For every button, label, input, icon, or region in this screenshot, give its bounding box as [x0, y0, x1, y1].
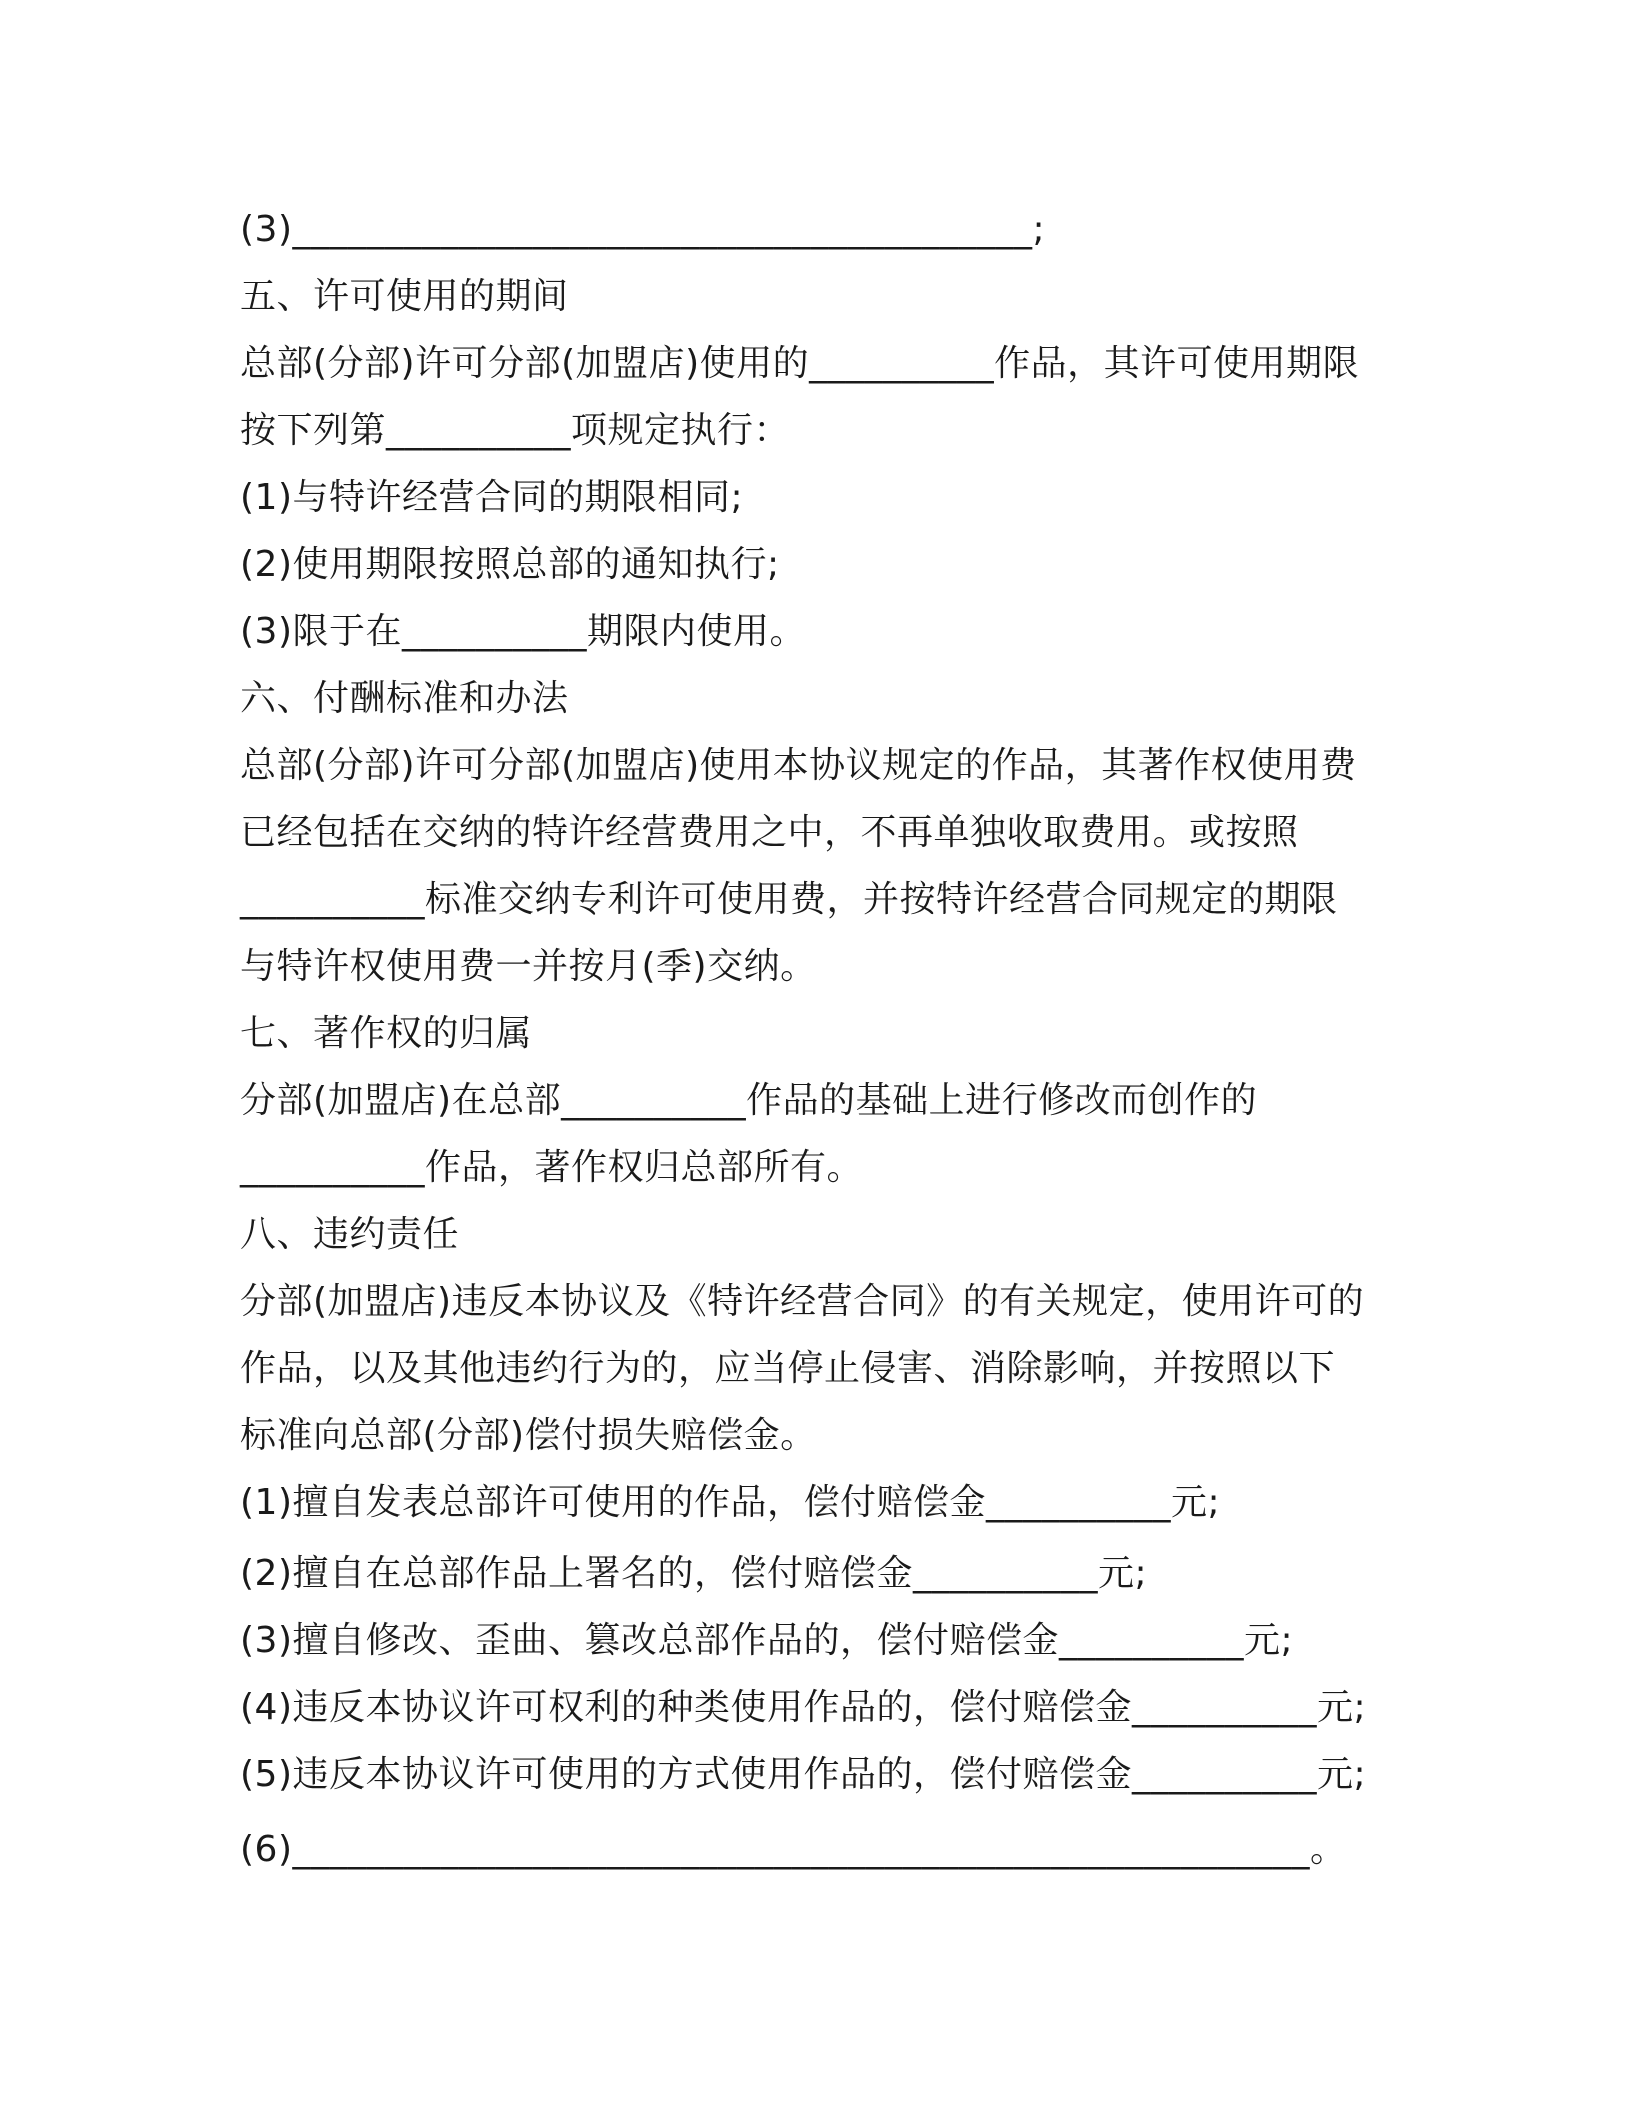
document-body [240, 196, 1400, 1883]
paragraph-line: 总部(分部)许可分部(加盟店)使用本协议规定的作品，其著作权使用费 [240, 745, 1357, 786]
list-item: (2)使用期限按照总部的通知执行; [240, 544, 780, 585]
paragraph-line: 与特许权使用费一并按月(季)交纳。 [240, 946, 817, 987]
paragraph-line: 作品，以及其他违约行为的，应当停止侵害、消除影响，并按照以下 [240, 1348, 1336, 1389]
list-item: (5)违反本协议许可使用的方式使用作品的，偿付赔偿金__________元; [240, 1754, 1367, 1795]
list-item: (4)违反本协议许可权利的种类使用作品的，偿付赔偿金__________元; [240, 1687, 1367, 1728]
list-item: (3)擅自修改、歪曲、篡改总部作品的，偿付赔偿金__________元; [240, 1620, 1294, 1661]
section-heading: 六、付酬标准和办法 [240, 678, 569, 719]
paragraph-line: 按下列第__________项规定执行： [240, 410, 791, 451]
list-item: (1)擅自发表总部许可使用的作品，偿付赔偿金__________元; [240, 1482, 1221, 1523]
list-item: (1)与特许经营合同的期限相同; [240, 477, 744, 518]
section-heading: 七、著作权的归属 [240, 1013, 533, 1054]
list-item: (3)________________________________________; [240, 209, 1046, 250]
section-heading: 五、许可使用的期间 [240, 276, 569, 317]
section-heading: 八、违约责任 [240, 1214, 460, 1255]
paragraph-line: 总部(分部)许可分部(加盟店)使用的__________作品，其许可使用期限 [240, 343, 1360, 384]
paragraph-line: __________作品，著作权归总部所有。 [240, 1147, 864, 1188]
paragraph-line: 标准向总部(分部)偿付损失赔偿金。 [240, 1415, 817, 1456]
list-item: (6)_______________________________________________________。 [240, 1829, 1347, 1870]
paragraph-line: 分部(加盟店)在总部__________作品的基础上进行修改而创作的 [240, 1080, 1258, 1121]
paragraph-line: __________标准交纳专利许可使用费，并按特许经营合同规定的期限 [240, 879, 1338, 920]
list-item: (3)限于在__________期限内使用。 [240, 611, 806, 652]
paragraph-line: 已经包括在交纳的特许经营费用之中，不再单独收取费用。或按照 [240, 812, 1299, 853]
list-item: (2)擅自在总部作品上署名的，偿付赔偿金__________元; [240, 1553, 1148, 1594]
paragraph-line: 分部(加盟店)违反本协议及《特许经营合同》的有关规定，使用许可的 [240, 1281, 1365, 1322]
